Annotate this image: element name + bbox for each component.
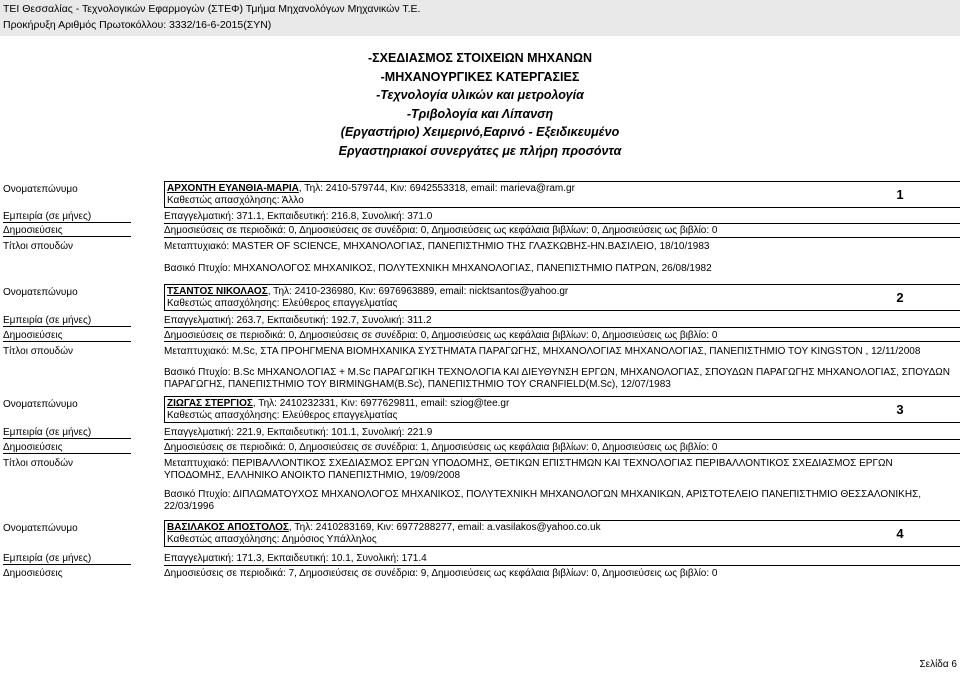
candidate-name: ΑΡΧΟΝΤΗ ΕΥΑΝΘΙΑ-ΜΑΡΙΑ xyxy=(167,183,299,194)
staff-category: Εργαστηριακοί συνεργάτες με πλήρη προσόντα xyxy=(338,143,622,158)
experience-label: Εμπειρία (σε μήνες) xyxy=(3,553,131,565)
candidate-name-box xyxy=(164,396,841,423)
publications-label: Δημοσιεύσεις xyxy=(3,330,131,342)
candidate-name: ΖΙΩΓΑΣ ΣΤΕΡΓΙΟΣ xyxy=(167,398,253,409)
experience-value: Επαγγελματική: 371.1, Εκπαιδευτική: 216.8, Συνολική: 371.0 xyxy=(164,211,433,222)
candidate-contact xyxy=(167,286,568,297)
degrees-label: Τίτλοι σπουδών xyxy=(3,458,74,469)
rank-number: 2 xyxy=(840,284,960,311)
announcement-number: Προκήρυξη Αριθμός Πρωτοκόλλου: 3332/16-6-2015(ΣΥΝ) xyxy=(3,19,272,31)
experience-value: Επαγγελματική: 263.7, Εκπαιδευτική: 192.7, Συνολική: 311.2 xyxy=(164,315,432,326)
employment-status: Καθεστώς απασχόλησης: Δημόσιος Υπάλληλος xyxy=(167,534,377,545)
course-title: (Εργαστήριο) Χειμερινό,Εαρινό - Εξειδικευμένο xyxy=(340,125,620,140)
candidate-name: ΒΑΣΙΛΑΚΟΣ ΑΠΟΣΤΟΛΟΣ xyxy=(167,522,289,533)
contact-details: , Τηλ: 2410-579744, Κιν: 6942553318, email: marieva@ram.gr xyxy=(298,183,575,194)
employment-status: Καθεστώς απασχόλησης: Άλλο xyxy=(167,195,304,206)
experience-value: Επαγγελματική: 171.3, Εκπαιδευτική: 10.1, Συνολική: 171.4 xyxy=(164,553,427,564)
rank-number: 3 xyxy=(840,396,960,423)
experience-label: Εμπειρία (σε μήνες) xyxy=(3,315,131,327)
degrees-label: Τίτλοι σπουδών xyxy=(3,346,74,357)
experience-value: Επαγγελματική: 221.9, Εκπαιδευτική: 101.1, Συνολική: 221.9 xyxy=(164,427,433,438)
name-label: Ονοματεπώνυμο xyxy=(3,184,78,195)
bachelors-degree: Βασικό Πτυχίο: ΔΙΠΛΩΜΑΤΟΥΧΟΣ ΜΗΧΑΝΟΛΟΓΟΣ ΜΗΧΑΝΙΚΟΣ, ΠΟΛΥΤΕΧΝΙΚΗ ΜΗΧΑΝΟΛΟΓΩΝ ΜΗΧΑΝΙΚΩΝ, ΑΡΙΣΤΟΤΕΛΕΙΟ ΠΑΝΕΠΙΣΤΗΜΙΟ ΘΕΣΣΑΛΟΝΙΚΗΣ, 22/03/1996 xyxy=(164,489,922,512)
publications-value: Δημοσιεύσεις σε περιοδικά: 0, Δημοσιεύσεις σε συνέδρια: 0, Δημοσιεύσεις ως κεφάλαια βιβλίων: 0, Δημοσιεύσεις ως βιβλίο: 0 xyxy=(164,225,718,236)
bachelors-degree: Βασικό Πτυχίο: ΜΗΧΑΝΟΛΟΓΟΣ ΜΗΧΑΝΙΚΟΣ, ΠΟΛΥΤΕΧΝΙΚΗ ΜΗΧΑΝΟΛΟΓΙΑΣ, ΠΑΝΕΠΙΣΤΗΜΙΟ ΠΑΤΡΩΝ, 26/08/1982 xyxy=(164,263,712,274)
course-title: -Τριβολογία και Λίπανση xyxy=(406,106,554,121)
masters-degree: Μεταπτυχιακό: ΠΕΡΙΒΑΛΛΟΝΤΙΚΟΣ ΣΧΕΔΙΑΣΜΟΣ ΕΡΓΩΝ ΥΠΟΔΟΜΗΣ, ΘΕΤΙΚΩΝ ΕΠΙΣΤΗΜΩΝ ΚΑΙ ΤΕΧΝΟΛΟΓΙΑΣ ΠΕΡΙΒΑΛΛΟΝΤΙΚΟΣ ΣΧΕΔΙΑΣΜΟΣ ΕΡΓΩΝ ΥΠΟΔΟΜΗΣ, ΕΛΛΗΝΙΚΟ ΑΝΟΙΚΤΟ ΠΑΝΕΠΙΣΤΗΜΙΟ, 19/09/2008 xyxy=(164,458,893,481)
publications-value: Δημοσιεύσεις σε περιοδικά: 0, Δημοσιεύσεις σε συνέδρια: 0, Δημοσιεύσεις ως κεφάλαια βιβλίων: 0, Δημοσιεύσεις ως βιβλίο: 0 xyxy=(164,330,718,341)
employment-status: Καθεστώς απασχόλησης: Ελεύθερος επαγγελματίας xyxy=(167,298,398,309)
document-header xyxy=(0,0,960,36)
candidate-contact xyxy=(167,183,575,194)
publications-value: Δημοσιεύσεις σε περιοδικά: 0, Δημοσιεύσεις σε συνέδρια: 1, Δημοσιεύσεις ως κεφάλαια βιβλίων: 0, Δημοσιεύσεις ως βιβλίο: 0 xyxy=(164,442,718,453)
name-label: Ονοματεπώνυμο xyxy=(3,399,78,410)
masters-degree: Μεταπτυχιακό: M.Sc, ΣΤΑ ΠΡΟΗΓΜΕΝΑ ΒΙΟΜΗΧΑΝΙΚΑ ΣΥΣΤΗΜΑΤΑ ΠΑΡΑΓΩΓΗΣ, ΜΗΧΑΝΟΛΟΓΙΑΣ ΜΗΧΑΝΟΛΟΓΙΑΣ, ΠΑΝΕΠΙΣΤΗΜΙΟ ΤΟΥ KINGSTON , 12/11/2008 xyxy=(164,346,921,357)
publications-label: Δημοσιεύσεις xyxy=(3,568,63,579)
bachelors-degree: Βασικό Πτυχίο: B.Sc ΜΗΧΑΝΟΛΟΓΙΑΣ + M.Sc ΠΑΡΑΓΩΓΙΚΗ ΤΕΧΝΟΛΟΓΙΑ ΚΑΙ ΔΙΕΥΘΥΝΣΗ ΕΡΓΩΝ, ΜΗΧΑΝΟΛΟΓΙΑΣ, ΣΠΟΥΔΩΝ ΠΑΡΑΓΩΓΗΣ ΜΗΧΑΝΟΛΟΓΙΑΣ, ΣΠΟΥΔΩΝ ΠΑΡΑΓΩΓΗΣ, ΠΑΝΕΠΙΣΤΗΜΙΟ ΤΟΥ BIRMINGHAM(B.Sc), ΠΑΝΕΠΙΣΤΗΜΙΟ ΤΟΥ CRANFIELD(M.Sc), 12/07/1983 xyxy=(164,367,950,390)
course-titles xyxy=(0,49,960,161)
degrees-label: Τίτλοι σπουδών xyxy=(3,241,74,252)
experience-label: Εμπειρία (σε μήνες) xyxy=(3,211,131,223)
rank-number: 1 xyxy=(840,181,960,208)
candidate-contact xyxy=(167,522,601,533)
employment-status: Καθεστώς απασχόλησης: Ελεύθερος επαγγελματίας xyxy=(167,410,398,421)
candidate-name: ΤΣΑΝΤΟΣ ΝΙΚΟΛΑΟΣ xyxy=(167,286,268,297)
candidate-contact xyxy=(167,398,509,409)
rank-number: 4 xyxy=(840,520,960,547)
experience-label: Εμπειρία (σε μήνες) xyxy=(3,427,131,439)
contact-details: , Τηλ: 2410232331, Κιν: 6977629811, email: sziog@tee.gr xyxy=(252,398,510,409)
contact-details: , Τηλ: 2410283169, Κιν: 6977288277, email: a.vasilakos@yahoo.co.uk xyxy=(288,522,601,533)
candidate-name-box xyxy=(164,284,841,311)
publications-label: Δημοσιεύσεις xyxy=(3,442,131,454)
course-title: -Τεχνολογία υλικών και μετρολογία xyxy=(376,88,584,103)
candidate-name-box xyxy=(164,520,841,547)
publications-value: Δημοσιεύσεις σε περιοδικά: 7, Δημοσιεύσεις σε συνέδρια: 9, Δημοσιεύσεις ως κεφάλαια βιβλίων: 0, Δημοσιεύσεις ως βιβλίο: 0 xyxy=(164,568,718,579)
course-title: -ΣΧΕΔΙΑΣΜΟΣ ΣΤΟΙΧΕΙΩΝ ΜΗΧΑΝΩΝ xyxy=(367,51,593,65)
page-number: Σελίδα 6 xyxy=(919,659,957,670)
course-title: -ΜΗΧΑΝΟΥΡΓΙΚΕΣ ΚΑΤΕΡΓΑΣΙΕΣ xyxy=(380,69,580,84)
masters-degree: Μεταπτυχιακό: MASTER OF SCIENCE, ΜΗΧΑΝΟΛΟΓΙΑΣ, ΠΑΝΕΠΙΣΤΗΜΙΟ ΤΗΣ ΓΛΑΣΚΩΒΗΣ-ΗΝ.ΒΑΣΙΛΕΙΟ, 18/10/1983 xyxy=(164,241,710,252)
publications-label: Δημοσιεύσεις xyxy=(3,225,131,237)
contact-details: , Τηλ: 2410-236980, Κιν: 6976963889, email: nicktsantos@yahoo.gr xyxy=(267,286,569,297)
name-label: Ονοματεπώνυμο xyxy=(3,523,78,534)
name-label: Ονοματεπώνυμο xyxy=(3,287,78,298)
institution-title: ΤΕΙ Θεσσαλίας - Τεχνολογικών Εφαρμογών (ΣΤΕΦ) Τμήμα Μηχανολόγων Μηχανικών Τ.Ε. xyxy=(3,3,421,15)
candidate-name-box xyxy=(164,181,841,208)
